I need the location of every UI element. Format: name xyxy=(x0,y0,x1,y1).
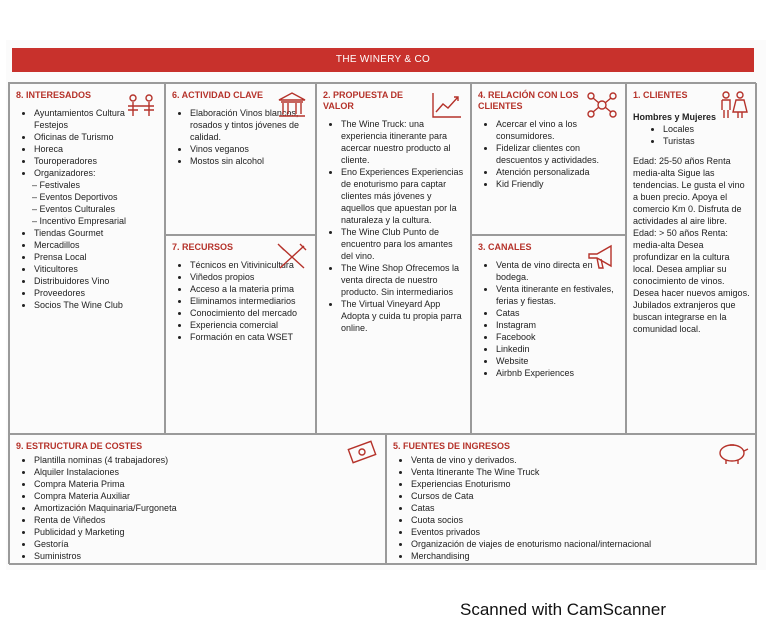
list-subitem: – Eventos Culturales xyxy=(32,203,158,215)
list-item: • The Wine Truck: una experiencia itinerante para acercar nuestro producto al cliente. xyxy=(341,118,464,166)
list-item: • Eno Experiences Experiencias de enoturismo para captar clientes más jóvenes y aquellos que apuestan por la naturaleza y la cultura. xyxy=(341,166,464,226)
list-item: • Prensa Local xyxy=(34,251,158,263)
tools-icon xyxy=(275,242,309,272)
costes-title: 9. ESTRUCTURA DE COSTES xyxy=(16,441,143,451)
list-item: • Publicidad y Marketing xyxy=(34,526,379,538)
list-item: • Turistas xyxy=(663,135,750,147)
list-item: • Gestoría xyxy=(34,538,379,550)
list-item: • Distribuidores Vino xyxy=(34,275,158,287)
scanner-watermark: Scanned with CamScanner xyxy=(460,600,667,619)
list-item: • Catas xyxy=(411,502,750,514)
interesados-cell xyxy=(9,83,165,434)
list-item: • Kid Friendly xyxy=(496,178,619,190)
megaphone-icon xyxy=(585,242,619,272)
money-icon xyxy=(345,437,379,467)
list-item: • Venta Itinerante The Wine Truck xyxy=(411,466,750,478)
canales-title: 3. CANALES xyxy=(478,242,532,252)
list-item: • Cursos de Cata xyxy=(411,490,750,502)
list-item: • Venta de vino directa en bodega. xyxy=(496,259,619,283)
interesados-title: 8. INTERESADOS xyxy=(16,90,92,100)
list-item: • Oficinas de Turismo xyxy=(34,131,158,143)
list-item: • Atención personalizada xyxy=(496,166,619,178)
ingresos-title: 5. FUENTES DE INGRESOS xyxy=(393,441,511,451)
list-subitem: – Eventos Deportivos xyxy=(32,191,158,203)
people-icon xyxy=(124,90,158,120)
clientes-cell xyxy=(626,83,757,434)
list-item: • Viticultores xyxy=(34,263,158,275)
list-item: • Organizadores: xyxy=(34,167,158,179)
person-icon xyxy=(716,90,750,120)
segment-text: Edad: > 50 años Renta: media-alta Desea profundizar en la cultura local. Desea ampliar su conocimiento de vinos. Desea hacer nuevos amigos. Jubilados extranjeros que buscan integrarse en la comunidad local. xyxy=(633,228,750,334)
relacion-cell xyxy=(471,83,626,235)
propuesta-cell xyxy=(316,83,471,434)
list-item: • Touroperadores xyxy=(34,155,158,167)
list-item: • Proveedores xyxy=(34,287,158,299)
list-item: • Renta de Viñedos xyxy=(34,514,379,526)
piggy-bank-icon xyxy=(716,437,750,467)
list-item: • Acercar el vino a los consumidores. xyxy=(496,118,619,142)
list-item: • Mercadillos xyxy=(34,239,158,251)
list-item: • Experiencias Enoturismo xyxy=(411,478,750,490)
relacion-title: 4. RELACIÓN CON LOS CLIENTES xyxy=(478,90,579,111)
list-item: • Ayuntamientos Cultura Festejos xyxy=(34,107,158,131)
list-item: • Viñedos propios xyxy=(190,271,309,283)
list-item: • Elaboración Vinos blancos, rosados y tintos jóvenes de calidad. xyxy=(190,107,309,143)
list-item: • Horeca xyxy=(34,143,158,155)
list-item: • Amortización Maquinaria/Furgoneta xyxy=(34,502,379,514)
list-item: • Locales xyxy=(663,123,750,135)
clientes-heading: Hombres y Mujeres xyxy=(633,112,717,122)
actividad-title: 6. ACTIVIDAD CLAVE xyxy=(172,90,264,100)
list-item: • Compra Materia Prima xyxy=(34,478,379,490)
clientes-title: 1. CLIENTES xyxy=(633,90,688,100)
chart-icon xyxy=(430,90,464,120)
list-item: • Mostos sin alcohol xyxy=(190,155,309,167)
list-item: • Tiendas Gourmet xyxy=(34,227,158,239)
list-item: • Organización de viajes de enoturismo nacional/internacional xyxy=(411,538,750,550)
bank-icon xyxy=(275,90,309,120)
list-item: • Compra Materia Auxiliar xyxy=(34,490,379,502)
actividad-cell xyxy=(165,83,316,235)
list-item: • Eliminamos intermediarios xyxy=(190,295,309,307)
segment-text: Edad: 25-50 años Renta media-alta Sigue las tendencias. Le gusta el vino a buen precio. Apoya el comercio Km 0. Disfruta de actividades al aire libre. xyxy=(633,156,745,226)
business-model-canvas xyxy=(8,82,756,564)
list-item: • Linkedin xyxy=(496,343,619,355)
list-item: • Venta de vino y derivados. xyxy=(411,454,750,466)
propuesta-title: 2. PROPUESTA DE VALOR xyxy=(323,90,404,111)
list-item: • Suministros xyxy=(34,550,379,562)
recursos-cell xyxy=(165,235,316,434)
list-subitem: – Incentivo Empresarial xyxy=(32,215,158,227)
list-item: • The Wine Shop Ofrecemos la venta directa de nuestro producto. Sin intermediarios xyxy=(341,262,464,298)
list-item: • Vinos veganos xyxy=(190,143,309,155)
list-item: • Website xyxy=(496,355,619,367)
list-item: • Cuota socios xyxy=(411,514,750,526)
list-item: • Alquiler Instalaciones xyxy=(34,466,379,478)
list-item: • Merchandising xyxy=(411,550,750,562)
list-item: • Catas xyxy=(496,307,619,319)
canales-cell xyxy=(471,235,626,434)
list-item: • Plantilla nominas (4 trabajadores) xyxy=(34,454,379,466)
list-item: • Facebook xyxy=(496,331,619,343)
list-subitem: – Festivales xyxy=(32,179,158,191)
costes-cell xyxy=(9,434,386,565)
list-item: • The Wine Club Punto de encuentro para los amantes del vino. xyxy=(341,226,464,262)
list-item: • Venta itinerante en festivales, ferias y fiestas. xyxy=(496,283,619,307)
list-item: • Conocimiento del mercado xyxy=(190,307,309,319)
ingresos-cell xyxy=(386,434,757,565)
list-item: • Experiencia comercial xyxy=(190,319,309,331)
recursos-title: 7. RECURSOS xyxy=(172,242,234,252)
list-item: • Eventos privados xyxy=(411,526,750,538)
list-item: • Socios The Wine Club xyxy=(34,299,158,311)
list-item: • The Virtual Vineyard App Adopta y cuida tu propia parra online. xyxy=(341,298,464,334)
list-item: • Técnicos en Vitivinicultura xyxy=(190,259,309,271)
list-item: • Acceso a la materia prima xyxy=(190,283,309,295)
network-icon xyxy=(585,90,619,120)
list-item: • Instagram xyxy=(496,319,619,331)
list-item: • Formación en cata WSET xyxy=(190,331,309,343)
list-item: • Fidelizar clientes con descuentos y actividades. xyxy=(496,142,619,166)
list-item: • Airbnb Experiences xyxy=(496,367,619,379)
banner: THE WINERY & CO xyxy=(12,48,754,72)
